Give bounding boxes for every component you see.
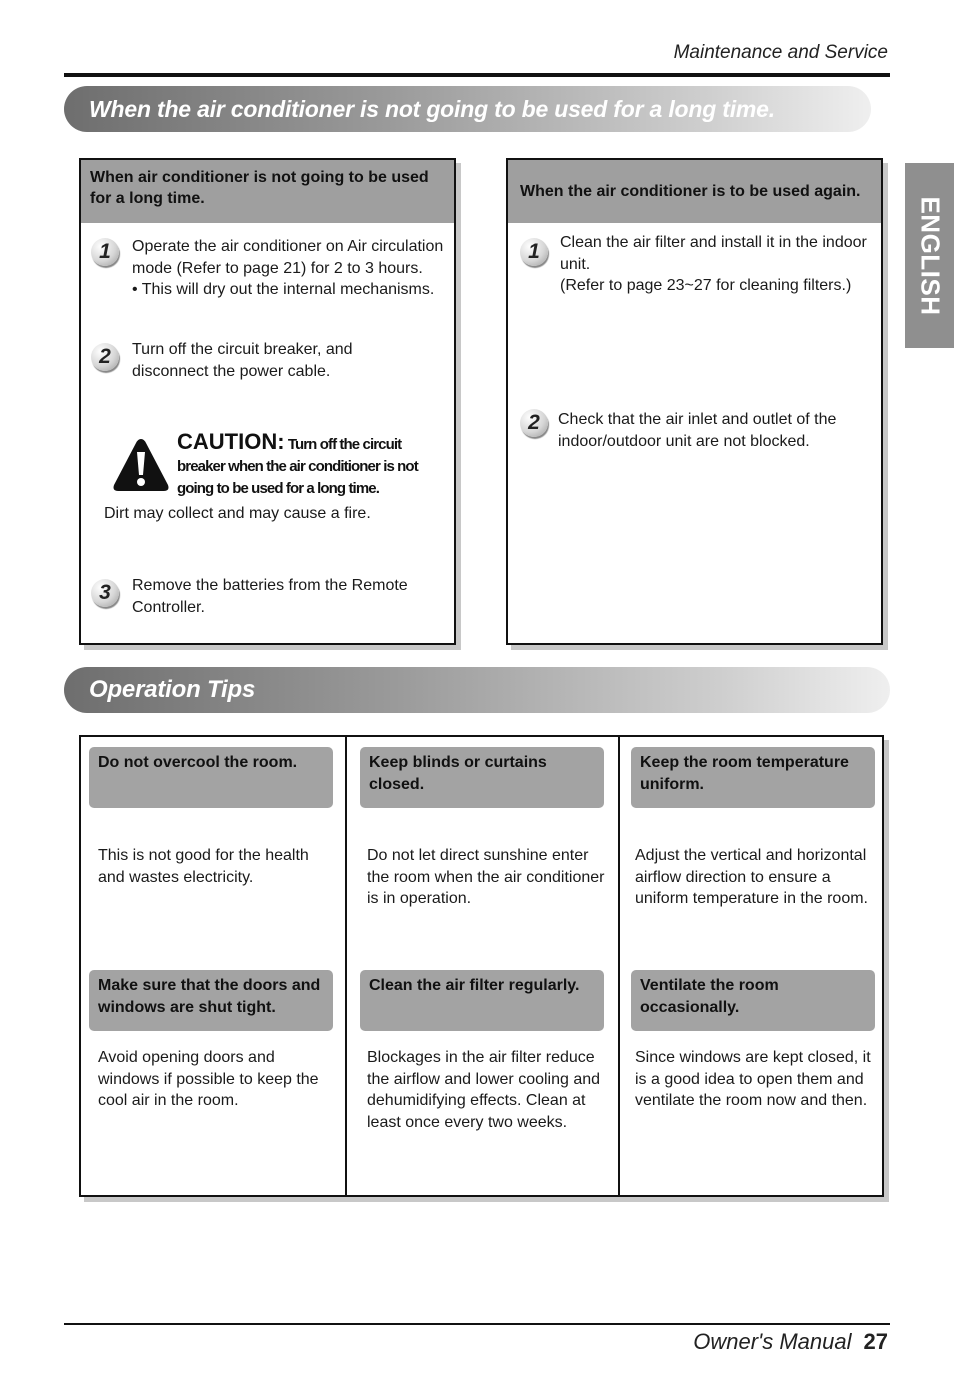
step-text-3: Remove the batteries from the Remote Controller. [132,577,408,616]
step-text-1 [132,236,450,301]
step-number-1: 1 [91,238,119,266]
step-number-2: 2 [91,343,119,371]
footer [693,1329,888,1355]
tip-title: Clean the air filter regularly. [360,970,604,1031]
tip-title: Make sure that the doors and windows are shut tight. [89,970,333,1031]
page-number: 27 [863,1329,888,1354]
step-number-3: 3 [91,579,119,607]
step-number-2: 2 [520,409,548,437]
language-tab [905,163,954,348]
section-title: Maintenance and Service [673,42,888,63]
operation-tips-grid [79,735,884,1197]
reuse-box-title: When the air conditioner is to be used again. [508,160,881,223]
step-number-1: 1 [520,238,548,266]
tip-title: Ventilate the room occasionally. [631,970,875,1031]
tip-text: Blockages in the air filter reduce the airflow and lower cooling and dehumidifying effects. Clean at least once every two weeks. [367,1049,601,1132]
caution-heading [177,431,447,500]
warning-triangle-icon [112,437,170,493]
step-note: • This will dry out the internal mechanisms. [132,281,435,298]
manual-label: Owner's Manual [693,1329,852,1354]
storage-banner-title: When the air conditioner is not going to be used for a long time. [89,96,775,122]
reuse-instructions-box [506,158,883,645]
tip-text: This is not good for the health and wastes electricity. [98,847,309,886]
storage-instructions-box [79,158,456,645]
caution-note: Dirt may collect and may cause a fire. [104,505,371,522]
language-tab-label: ENGLISH [915,195,945,316]
step-instruction: Clean the air filter and install it in the indoor unit. [560,234,867,273]
tip-title: Keep the room temperature uniform. [631,747,875,808]
step-text-1 [560,232,870,297]
header-rule [64,73,890,77]
tip-title: Keep blinds or curtains closed. [360,747,604,808]
operation-tips-banner [64,667,890,713]
column-divider [345,737,347,1195]
operation-tips-title: Operation Tips [89,676,256,703]
storage-banner [64,86,871,132]
column-divider [618,737,620,1195]
tip-title: Do not overcool the room. [89,747,333,808]
footer-rule [64,1323,890,1325]
tip-text: Avoid opening doors and windows if possible to keep the cool air in the room. [98,1049,319,1110]
step-text-2: Check that the air inlet and outlet of the indoor/outdoor unit are not blocked. [558,411,837,450]
tip-text: Do not let direct sunshine enter the room when the air conditioner is in operation. [367,847,605,908]
step-instruction: Operate the air conditioner on Air circulation mode (Refer to page 21) for 2 to 3 hours. [132,238,444,277]
caution-label: CAUTION: [177,429,285,454]
storage-box-title: When air conditioner is not going to be used for a long time. [81,160,454,223]
caution-text: Turn off the circuit breaker when the air conditioner is not going to be used for a long time. [177,436,418,497]
tip-text: Adjust the vertical and horizontal airflow direction to ensure a uniform temperature in the room. [635,847,868,908]
step-note: (Refer to page 23~27 for cleaning filters.) [560,277,852,294]
tip-text: Since windows are kept closed, it is a good idea to open them and ventilate the room now and then. [635,1049,871,1110]
step-text-2: Turn off the circuit breaker, and disconnect the power cable. [132,341,353,380]
